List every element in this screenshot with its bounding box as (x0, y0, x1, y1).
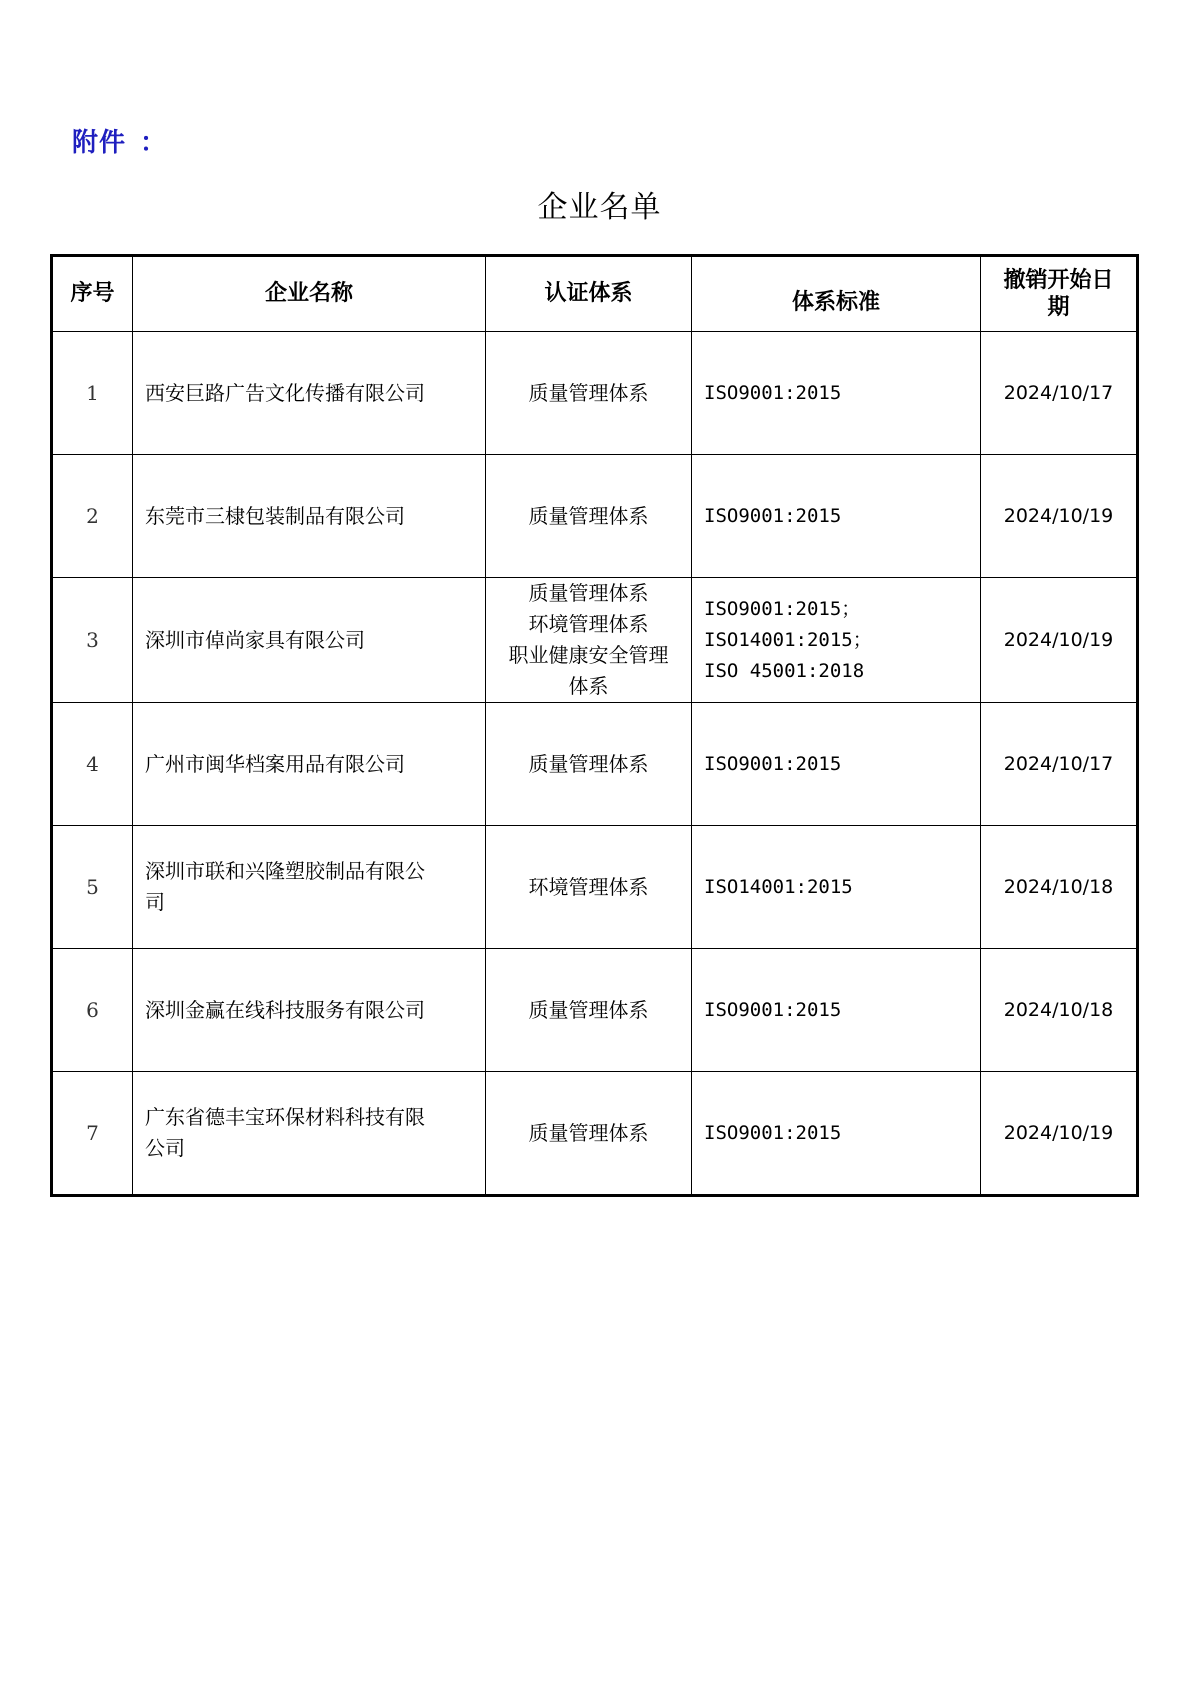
row-index: 6 (52, 949, 133, 1072)
company-name-cell (133, 578, 486, 703)
certification-system-line: 环境管理体系 (528, 612, 649, 636)
certification-system-cell (486, 578, 692, 703)
certification-system-line: 质量管理体系 (528, 581, 649, 605)
certification-system-cell (486, 703, 692, 826)
company-name-cell (133, 703, 486, 826)
table-row (52, 332, 1138, 455)
attachment-colon: ： (140, 128, 168, 158)
certification-system-cell (486, 332, 692, 455)
system-standard-cell (692, 455, 981, 578)
system-standard-line: ISO14001:2015 (704, 875, 853, 898)
header-company-name: 企业名称 (133, 256, 486, 332)
revocation-date-cell: 2024/10/19 (981, 455, 1138, 578)
certification-system-line: 质量管理体系 (528, 997, 649, 1022)
certification-system-line: 质量管理体系 (528, 503, 649, 528)
table-header-row (52, 256, 1138, 332)
company-name-cell (133, 826, 486, 949)
revocation-date-cell: 2024/10/18 (981, 949, 1138, 1072)
row-index: 4 (52, 703, 133, 826)
certification-system-cell (486, 1072, 692, 1196)
table-row (52, 578, 1138, 703)
system-standard-line: ISO9001:2015 (704, 998, 842, 1021)
table-row (52, 455, 1138, 578)
system-standard-cell (692, 826, 981, 949)
certification-system-line: 环境管理体系 (528, 874, 649, 899)
table-row (52, 826, 1138, 949)
certification-system-line: 质量管理体系 (528, 751, 649, 776)
system-standard-line: ISO9001:2015 (704, 381, 842, 404)
revocation-date-cell: 2024/10/17 (981, 332, 1138, 455)
certification-system-cell (486, 455, 692, 578)
header-certification-system: 认证体系 (486, 256, 692, 332)
row-index: 7 (52, 1072, 133, 1196)
system-standard-cell (692, 578, 981, 703)
certification-system-line: 质量管理体系 (528, 380, 649, 405)
company-name-cell (133, 332, 486, 455)
company-name-cell (133, 949, 486, 1072)
company-name-cell (133, 455, 486, 578)
header-index: 序号 (52, 256, 133, 332)
table-row (52, 1072, 1138, 1196)
certification-system-cell (486, 826, 692, 949)
system-standard-cell (692, 332, 981, 455)
company-name-line: 司 (145, 890, 165, 914)
system-standard-cell (692, 949, 981, 1072)
system-standard-cell (692, 1072, 981, 1196)
row-index: 5 (52, 826, 133, 949)
attachment-text: 附件 (72, 128, 127, 158)
company-name-line: 广东省德丰宝环保材料科技有限 (145, 1105, 425, 1129)
company-name-line: 广州市闽华档案用品有限公司 (145, 751, 405, 776)
table-row (52, 949, 1138, 1072)
header-system-standard: 体系标准 (692, 256, 981, 332)
document-title: 企业名单 (537, 190, 662, 225)
header-date-line-2: 期 (1047, 295, 1070, 320)
company-name-line: 西安巨路广告文化传播有限公司 (145, 380, 425, 405)
company-name-line: 东莞市三棣包装制品有限公司 (145, 503, 405, 528)
company-name-line: 深圳金赢在线科技服务有限公司 (145, 997, 425, 1022)
company-list-table (50, 254, 1139, 1197)
revocation-date-cell: 2024/10/18 (981, 826, 1138, 949)
system-standard-line: ISO9001:2015 (704, 1121, 842, 1144)
table-row (52, 703, 1138, 826)
certification-system-line: 质量管理体系 (528, 1120, 649, 1145)
system-standard-line: ISO9001:2015 (704, 504, 842, 527)
system-standard-cell (692, 703, 981, 826)
company-name-line: 深圳市联和兴隆塑胶制品有限公 (145, 859, 425, 883)
certification-system-line: 职业健康安全管理 (508, 643, 669, 667)
company-name-cell (133, 1072, 486, 1196)
system-standard-line: ISO14001:2015； (704, 628, 872, 651)
system-standard-line: ISO9001:2015 (704, 752, 842, 775)
system-standard-line: ISO 45001:2018 (704, 659, 865, 682)
attachment-label (72, 122, 167, 159)
header-revocation-date (981, 256, 1138, 332)
row-index: 2 (52, 455, 133, 578)
certification-system-line: 体系 (568, 674, 609, 698)
system-standard-line: ISO9001:2015； (704, 597, 861, 620)
company-name-line: 公司 (145, 1136, 185, 1160)
revocation-date-cell: 2024/10/19 (981, 1072, 1138, 1196)
row-index: 3 (52, 578, 133, 703)
certification-system-cell (486, 949, 692, 1072)
company-name-line: 深圳市倬尚家具有限公司 (145, 627, 365, 652)
revocation-date-cell: 2024/10/19 (981, 578, 1138, 703)
header-date-line-1: 撤销开始日 (1003, 268, 1114, 293)
row-index: 1 (52, 332, 133, 455)
revocation-date-cell: 2024/10/17 (981, 703, 1138, 826)
table-body (52, 332, 1138, 1196)
